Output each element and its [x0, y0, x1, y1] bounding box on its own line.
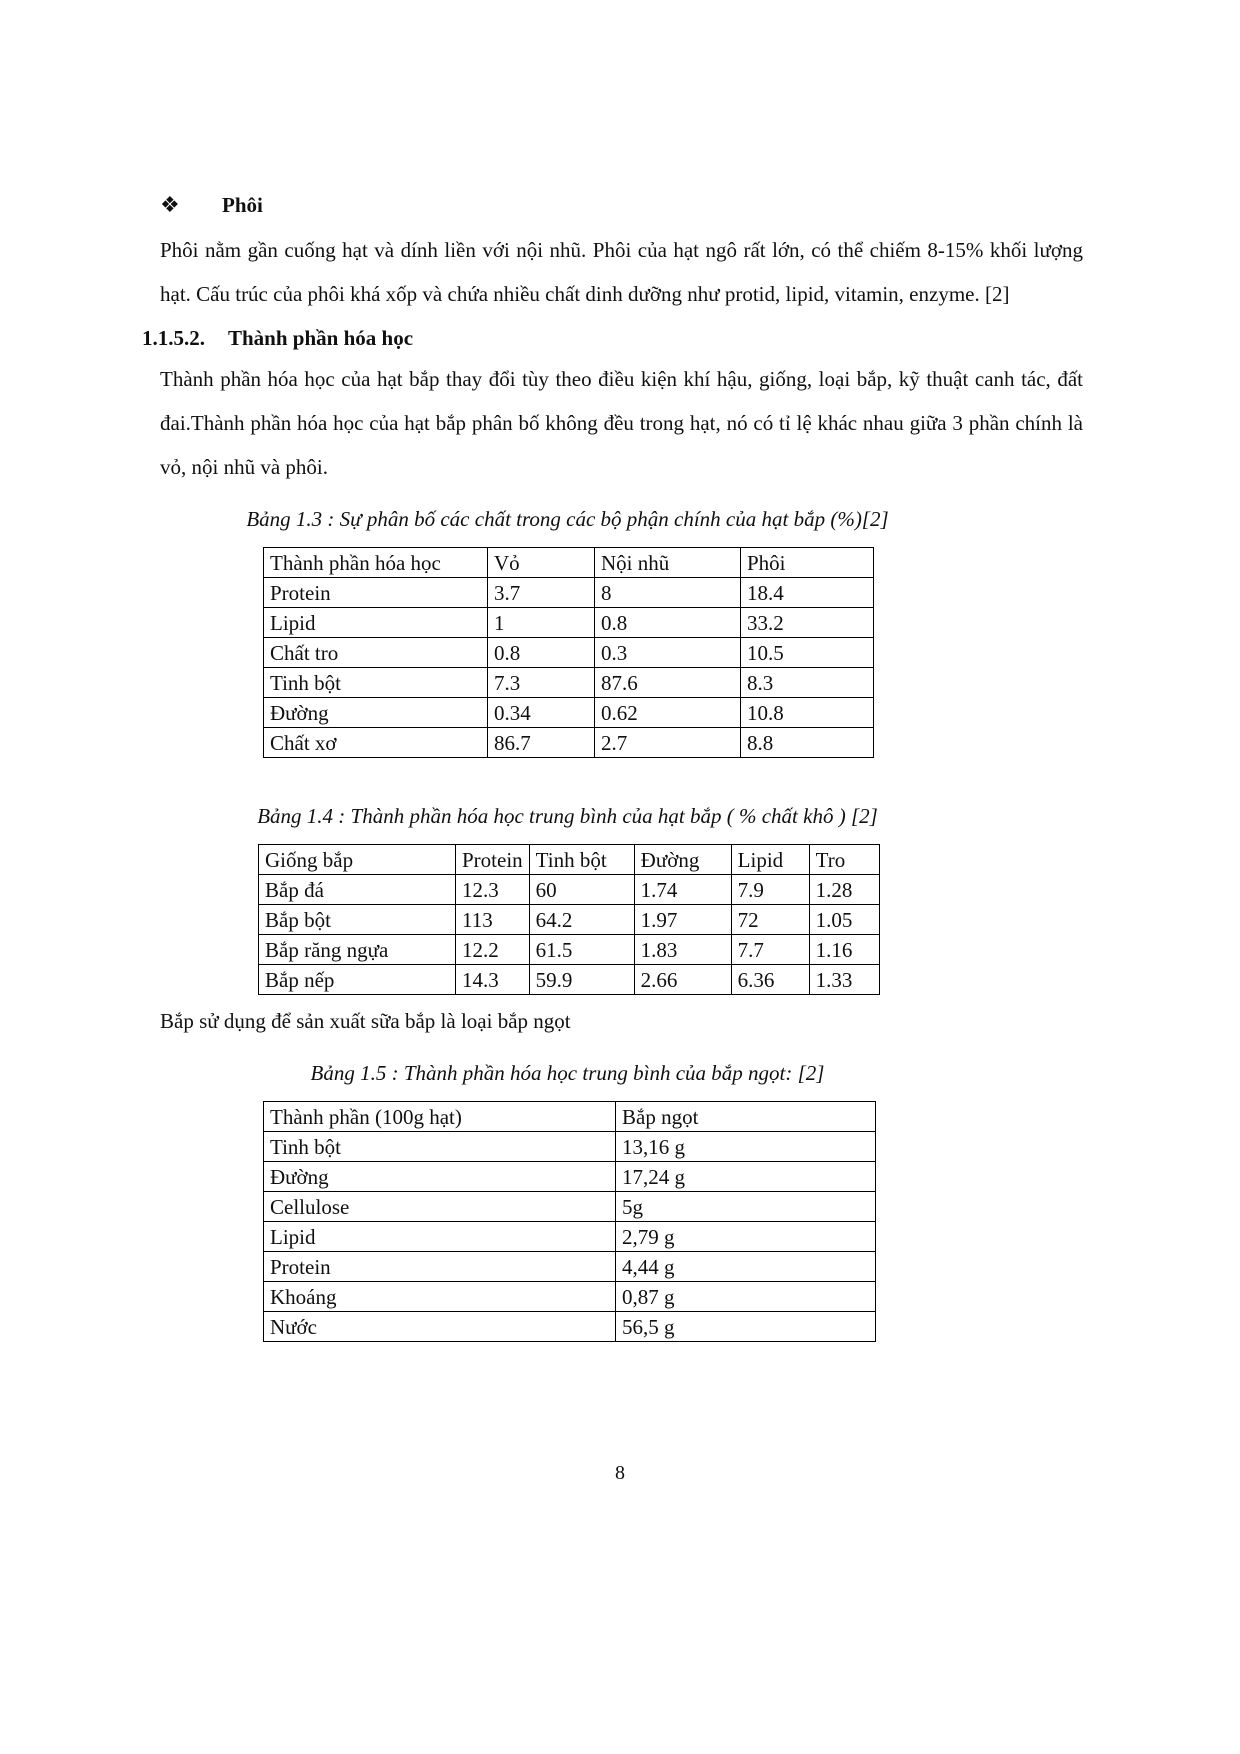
table-cell: 87.6 — [595, 668, 741, 698]
table-cell: Tinh bột — [264, 1132, 616, 1162]
table-cell: 0.34 — [488, 698, 595, 728]
table-cell: 59.9 — [529, 965, 634, 995]
page-number: 8 — [615, 1462, 625, 1484]
table-cell: 1.16 — [809, 935, 879, 965]
table-cell: 61.5 — [529, 935, 634, 965]
table-cell: 86.7 — [488, 728, 595, 758]
table-cell: 56,5 g — [616, 1312, 876, 1342]
table-row — [264, 578, 874, 608]
table-cell: Đường — [264, 698, 488, 728]
table-cell: 10.8 — [741, 698, 874, 728]
table-cell: 1.97 — [634, 905, 731, 935]
table-header-cell: Vỏ — [488, 548, 595, 578]
table-cell: Cellulose — [264, 1192, 616, 1222]
table-header-row — [264, 1102, 876, 1132]
table-row — [264, 608, 874, 638]
table-cell: 7.3 — [488, 668, 595, 698]
table-1-5 — [263, 1101, 876, 1342]
table-cell: Lipid — [264, 608, 488, 638]
table-header-cell: Lipid — [731, 845, 809, 875]
phoi-heading — [160, 192, 1083, 218]
table-cell: 8.3 — [741, 668, 874, 698]
table-cell: 10.5 — [741, 638, 874, 668]
table-row — [264, 698, 874, 728]
table-cell: 17,24 g — [616, 1162, 876, 1192]
table-1-3 — [263, 547, 874, 758]
table-cell: 12.2 — [456, 935, 530, 965]
table-cell: 113 — [456, 905, 530, 935]
table-1-4-caption: Bảng 1.4 : Thành phần hóa học trung bình của hạt bắp ( % chất khô ) [2] — [257, 804, 878, 828]
table-header-cell: Protein — [456, 845, 530, 875]
table-cell: 13,16 g — [616, 1132, 876, 1162]
table-cell: 7.7 — [731, 935, 809, 965]
table-cell: 1 — [488, 608, 595, 638]
table-cell: 4,44 g — [616, 1252, 876, 1282]
table-row — [259, 875, 880, 905]
table-row — [264, 1132, 876, 1162]
table-1-5-caption: Bảng 1.5 : Thành phần hóa học trung bình của bắp ngọt: [2] — [310, 1061, 825, 1085]
table-cell: 0,87 g — [616, 1282, 876, 1312]
table-header-cell: Thành phần (100g hạt) — [264, 1102, 616, 1132]
table-1-4 — [258, 844, 880, 995]
table-cell: Tinh bột — [264, 668, 488, 698]
table-cell: Khoáng — [264, 1282, 616, 1312]
table-header-cell: Đường — [634, 845, 731, 875]
table-cell: Chất xơ — [264, 728, 488, 758]
table-header-cell: Giống bắp — [259, 845, 456, 875]
table-cell: 8 — [595, 578, 741, 608]
table-row — [264, 1252, 876, 1282]
table-header-row — [259, 845, 880, 875]
table-cell: 0.8 — [488, 638, 595, 668]
table-cell: 0.62 — [595, 698, 741, 728]
table-header-cell: Tinh bột — [529, 845, 634, 875]
table-cell: Đường — [264, 1162, 616, 1192]
diamond-bullet-icon: ❖ — [160, 192, 180, 217]
phoi-paragraph: Phôi nằm gần cuống hạt và dính liền với nội nhũ. Phôi của hạt ngô rất lớn, có thể chiếm 8-15% khối lượng hạt. Cấu trúc của phôi khá xốp và chứa nhiều chất dinh dưỡng như protid, lipid, vitamin, enzyme. [2] — [160, 238, 1083, 306]
table-cell: Protein — [264, 1252, 616, 1282]
table-cell: 1.74 — [634, 875, 731, 905]
table-cell: 5g — [616, 1192, 876, 1222]
table-cell: 14.3 — [456, 965, 530, 995]
table-cell: 72 — [731, 905, 809, 935]
table-row — [259, 905, 880, 935]
table-cell: Bắp đá — [259, 875, 456, 905]
table-cell: 6.36 — [731, 965, 809, 995]
table-row — [259, 965, 880, 995]
table-cell: Protein — [264, 578, 488, 608]
table-cell: Chất tro — [264, 638, 488, 668]
table-row — [259, 935, 880, 965]
table-cell: 8.8 — [741, 728, 874, 758]
table-cell: 1.05 — [809, 905, 879, 935]
table-cell: 1.28 — [809, 875, 879, 905]
table-row — [264, 1192, 876, 1222]
table-header-row — [264, 548, 874, 578]
table-cell: Bắp răng ngựa — [259, 935, 456, 965]
table-header-cell: Tro — [809, 845, 879, 875]
table-cell: 12.3 — [456, 875, 530, 905]
phoi-heading-title: Phôi — [222, 193, 263, 217]
table-cell: 0.8 — [595, 608, 741, 638]
table-row — [264, 728, 874, 758]
composition-paragraph: Thành phần hóa học của hạt bắp thay đổi tùy theo điều kiện khí hậu, giống, loại bắp, kỹ thuật canh tác, đất đai.Thành phần hóa học của hạt bắp phân bố không đều trong hạt, nó có tỉ lệ khác nhau giữa 3 phần chính là vỏ, nội nhũ và phôi. — [160, 367, 1083, 479]
table-cell: Bắp nếp — [259, 965, 456, 995]
table-row — [264, 1222, 876, 1252]
table-cell: 2,79 g — [616, 1222, 876, 1252]
table-cell: 1.33 — [809, 965, 879, 995]
table-header-cell: Nội nhũ — [595, 548, 741, 578]
table-cell: 7.9 — [731, 875, 809, 905]
table-cell: 1.83 — [634, 935, 731, 965]
table-cell: 0.3 — [595, 638, 741, 668]
table-row — [264, 638, 874, 668]
table-cell: 60 — [529, 875, 634, 905]
table-header-cell: Bắp ngọt — [616, 1102, 876, 1132]
table-cell: Bắp bột — [259, 905, 456, 935]
table-row — [264, 668, 874, 698]
section-title: Thành phần hóa học — [228, 326, 414, 350]
table-row — [264, 1312, 876, 1342]
table-1-3-caption: Bảng 1.3 : Sự phân bố các chất trong các bộ phận chính của hạt bắp (%)[2] — [246, 507, 889, 531]
section-heading — [142, 326, 1083, 351]
table-row — [264, 1162, 876, 1192]
sweet-corn-note: Bắp sử dụng để sản xuất sữa bắp là loại bắp ngọt — [160, 1009, 571, 1033]
table-header-cell: Phôi — [741, 548, 874, 578]
table-cell: 2.66 — [634, 965, 731, 995]
table-cell: 3.7 — [488, 578, 595, 608]
table-cell: Lipid — [264, 1222, 616, 1252]
table-cell: 64.2 — [529, 905, 634, 935]
table-header-cell: Thành phần hóa học — [264, 548, 488, 578]
table-cell: 33.2 — [741, 608, 874, 638]
section-number: 1.1.5.2. — [142, 326, 205, 350]
table-cell: 18.4 — [741, 578, 874, 608]
table-cell: Nước — [264, 1312, 616, 1342]
table-row — [264, 1282, 876, 1312]
table-cell: 2.7 — [595, 728, 741, 758]
